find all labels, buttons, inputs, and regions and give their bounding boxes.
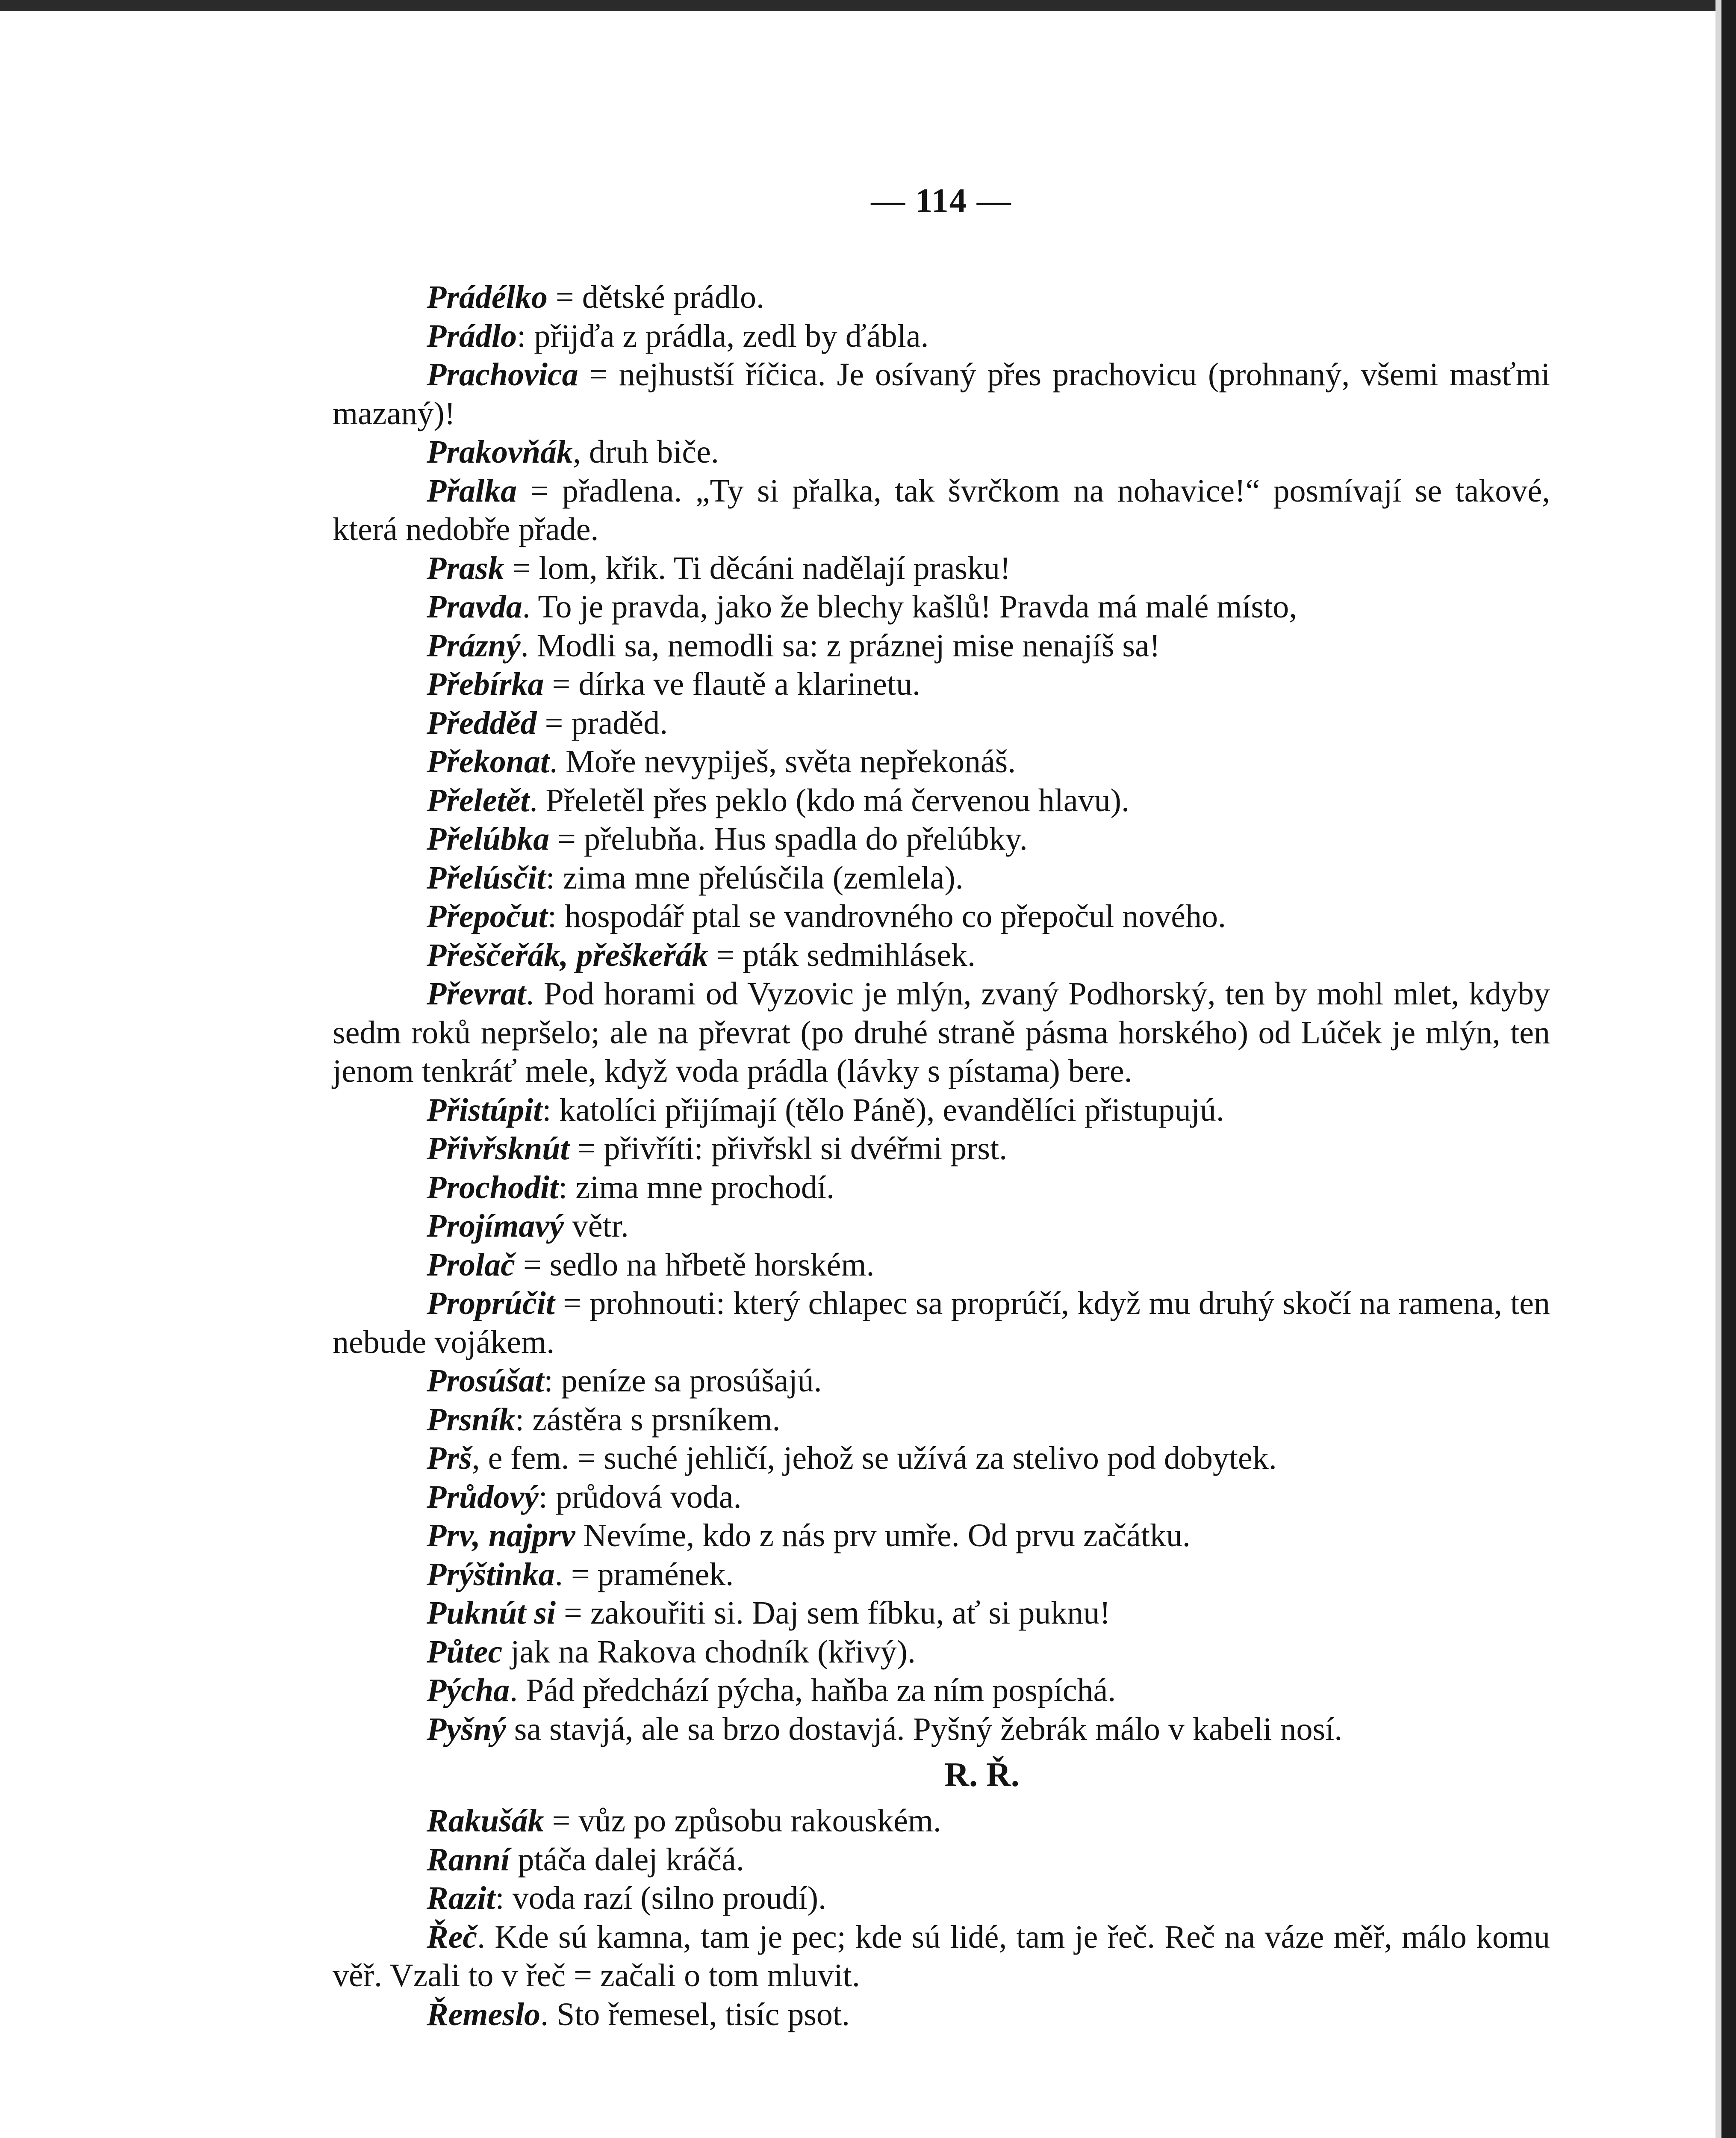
entry-headword: Přistúpit [427,1092,542,1128]
dictionary-entry [333,1246,1550,1285]
entry-headword: Prázný [427,627,521,664]
dictionary-entry [333,588,1550,626]
dictionary-entry [333,1840,1550,1879]
entry-headword: Přelúsčit [427,859,546,896]
entry-headword: Prochodit [427,1169,559,1205]
entry-headword: Přalka [427,472,517,509]
dictionary-entry [333,781,1550,820]
dictionary-entry [333,704,1550,743]
dictionary-entry [333,742,1550,781]
entries-r [333,1801,1550,2034]
dictionary-entry [333,897,1550,936]
entry-headword: Prýštinka [427,1556,555,1592]
entry-headword: Půtec [427,1633,503,1670]
dictionary-entry [333,1439,1550,1478]
entry-headword: Řeč [427,1919,477,1955]
entry-text: ptáča dalej kráčá. [510,1841,744,1878]
dictionary-entry [333,1207,1550,1246]
entry-text: : průdová voda. [538,1479,742,1515]
entry-text: = pták sedmihlásek. [708,937,976,973]
entry-text: . = pramének. [554,1556,734,1592]
dictionary-entry [333,1361,1550,1400]
page-number: — 114 — [871,182,1012,220]
entry-headword: Překonat [427,744,550,780]
entry-text: = dětské prádlo. [547,279,765,315]
dictionary-entry [333,355,1550,433]
entry-headword: Převrat [427,976,526,1012]
entry-headword: Pyšný [427,1711,506,1747]
dictionary-entry [333,1478,1550,1517]
entry-headword: Pýcha [427,1672,510,1708]
entry-text: = přivříti: přivřskl si dvéřmi prst. [569,1131,1008,1166]
dictionary-entry [333,278,1550,317]
entry-headword: Prsník [427,1401,515,1438]
dictionary-entry [333,1400,1550,1439]
entry-text: : voda razí (silno proudí). [495,1880,827,1916]
dictionary-entry [333,1710,1550,1749]
dictionary-entry [333,936,1550,975]
entry-text: : hospodář ptal se vandrovného co přepočul nového. [547,898,1226,934]
scan-border-top [0,0,1736,11]
entry-headword: Prádélko [427,279,548,315]
entry-headword: Prakovňák [427,434,573,470]
dictionary-entry [333,1516,1550,1555]
entry-headword: Prosúšat [427,1363,544,1399]
entry-headword: Přeščeřák, přeškeřák [427,937,708,973]
entry-text: : katolíci přijímají (tělo Páně), evandělíci přistupujú. [542,1092,1224,1128]
dictionary-entry [333,1168,1550,1207]
dictionary-entry [333,1284,1550,1361]
entry-text: . To je pravda, jako že blechy kašlů! Pravda má malé místo, [522,589,1297,625]
entry-headword: Prask [427,550,504,586]
entry-headword: Přelúbka [427,821,550,857]
dictionary-entry [333,317,1550,356]
dictionary-entry [333,1671,1550,1710]
dictionary-entry [333,859,1550,898]
entry-text: . Modli sa, nemodli sa: z práznej mise nenajíš sa! [520,627,1160,664]
entry-text: : zima mne prochodí. [558,1169,835,1205]
entry-headword: Řemeslo [427,1996,540,2032]
scan-border-right [1721,0,1736,2138]
dictionary-entry [333,626,1550,665]
dictionary-entry [333,1091,1550,1130]
entry-headword: Přeletět [427,782,530,818]
entry-headword: Přivřsknút [427,1131,569,1166]
entry-headword: Prv, najprv [427,1518,575,1553]
entry-text: : zástěra s prsníkem. [515,1401,781,1438]
entry-headword: Prolač [427,1246,515,1283]
scan-edge-shadow [1715,0,1721,2138]
entry-headword: Razit [427,1880,495,1916]
entry-text: Nevíme, kdo z nás prv umře. Od prvu začátku. [575,1518,1191,1553]
dictionary-entry [333,1555,1550,1594]
entry-headword: Prachovica [427,357,578,393]
dictionary-entry [333,1633,1550,1671]
entry-text: = přelubňa. Hus spadla do přelúbky. [549,821,1028,857]
entry-text: = prohnouti: který chlapec sa proprúčí, když mu druhý skočí na ramena, ten nebude vojákem. [333,1285,1550,1360]
entry-text: sa stavjá, ale sa brzo dostavjá. Pyšný žebrák málo v kabeli nosí. [506,1711,1343,1747]
entry-text: = vůz po způsobu rakouském. [544,1803,941,1839]
entries-p [333,278,1550,1748]
entry-headword: Prádlo [427,318,517,354]
dictionary-entry [333,1879,1550,1918]
entry-text: . Pod horami od Vyzovic je mlýn, zvaný Podhorský, ten by mohl mlet, kdyby sedm roků nepršelo; ale na převrat (po druhé straně pásma horského) od Lúček je mlýn, ten jenom tenkráť mele, když voda prádla (lávky s pístama) bere. [333,976,1550,1089]
entry-headword: Rakušák [427,1803,544,1839]
dictionary-page [333,180,1550,2034]
entry-text: : peníze sa prosúšajú. [544,1363,822,1399]
entry-text: = sedlo na hřbetě horském. [515,1246,875,1283]
entry-text: jak na Rakova chodník (křivý). [502,1633,916,1670]
dictionary-entry [333,665,1550,704]
entry-text: = dírka ve flautě a klarinetu. [544,666,921,702]
dictionary-entry [333,1801,1550,1840]
entry-text: . Moře nevypiješ, světa nepřekonáš. [549,744,1016,780]
dictionary-entry [333,472,1550,549]
dictionary-entry [333,433,1550,472]
entry-text: = zakouřiti si. Daj sem fíbku, ať si puknu! [556,1595,1111,1631]
entry-text: = lom, křik. Ti děcáni nadělají prasku! [504,550,1011,586]
entry-headword: Prš [427,1440,472,1476]
entry-headword: Přebírka [427,666,544,702]
dictionary-entry [333,1918,1550,1995]
entry-headword: Proprúčit [427,1285,555,1321]
entry-headword: Průdový [427,1479,539,1515]
dictionary-entry [333,975,1550,1091]
dictionary-entry [333,1594,1550,1633]
entry-headword: Puknút si [427,1595,556,1631]
dictionary-entry [333,1995,1550,2034]
entry-text: větr. [563,1208,629,1244]
entry-text: , druh biče. [573,434,719,470]
entry-text: . Kde sú kamna, tam je pec; kde sú lidé, tam je řeč. Reč na váze měř, málo komu věř. Vzali to v řeč = začali o tom mluvit. [333,1919,1550,1993]
entry-text: = nejhustší říčica. Je osívaný přes prachovicu (prohnaný, všemi masťmi mazaný)! [333,357,1550,431]
entry-text: = praděd. [536,705,668,741]
dictionary-entry [333,549,1550,588]
entry-text: : přijďa z prádla, zedl by ďábla. [517,318,929,354]
entry-text: . Sto řemesel, tisíc psot. [540,1996,850,2032]
entry-text: . Přeletěl přes peklo (kdo má červenou hlavu). [529,782,1129,818]
entry-headword: Ranní [427,1841,510,1878]
entry-text: , e fem. = suché jehličí, jehož se užívá za stelivo pod dobytek. [472,1440,1277,1476]
section-heading: R. Ř. [944,1756,1020,1794]
entry-headword: Projímavý [427,1208,564,1244]
entry-headword: Přepočut [427,898,548,934]
entry-headword: Pravda [427,589,522,625]
entry-text: : zima mne přelúsčila (zemlela). [545,859,964,896]
dictionary-entry [333,1129,1550,1168]
entry-text: = přadlena. „Ty si přalka, tak švrčkom na nohavice!“ posmívají se takové, která nedobře přade. [333,472,1550,547]
dictionary-entry [333,820,1550,859]
entry-headword: Předděd [427,705,537,741]
entry-text: . Pád předchází pýcha, haňba za ním pospíchá. [510,1672,1116,1708]
